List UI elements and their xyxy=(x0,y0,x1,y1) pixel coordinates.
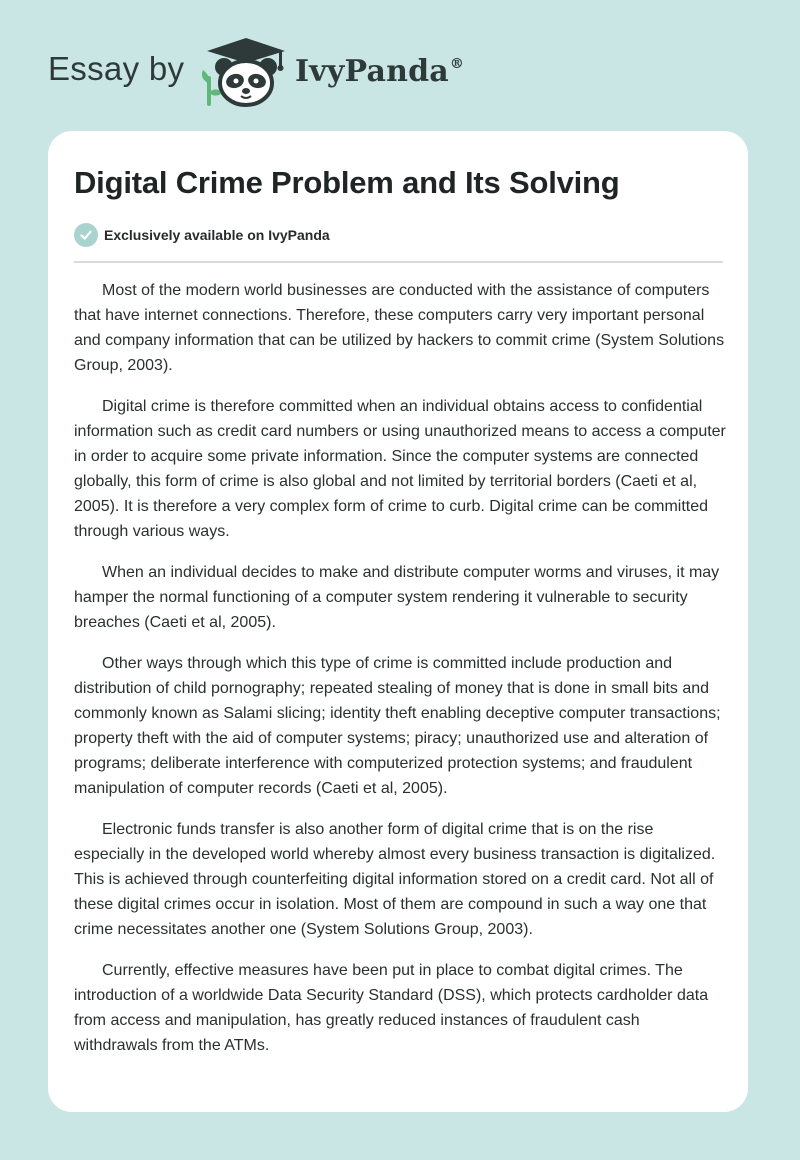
paragraph: Most of the modern world businesses are conducted with the assistance of computers that have internet connections. Therefore, these computers carry very important personal and company information that can be utilized by hackers to commit crime (System Solutions Group, 2003). xyxy=(74,282,725,374)
paragraph: Currently, effective measures have been put in place to combat digital crimes. The introduction of a worldwide Data Security Standard (DSS), which protects cardholder data from access and manipulation, has greatly reduced instances of fraudulent cash withdrawals from the ATMs. xyxy=(74,962,709,1054)
panda-graduate-icon xyxy=(201,36,291,108)
essay-card xyxy=(48,131,748,1112)
paragraph: Electronic funds transfer is also another form of digital crime that is on the rise especially in the developed world whereby almost every business transaction is digitalized. This is achieved through counterfeiting digital information stored on a credit card. Not all of these digital crimes occur in isolation. Most of them are compound in such a way one that crime necessitates another one (System Solutions Group, 2003). xyxy=(74,821,716,938)
registered-mark: ® xyxy=(449,56,465,72)
brand-name: IvyPanda® xyxy=(295,54,465,89)
check-icon xyxy=(74,223,98,247)
paragraph: Digital crime is therefore committed when an individual obtains access to confidential information such as credit card numbers or using unauthorized means to access a computer in order to acquire some private information. Since the computer systems are connected globally, this form of crime is also global and not limited by territorial borders (Caeti et al, 2005). It is therefore a very complex form of crime to curb. Digital crime can be committed through various ways. xyxy=(74,398,726,540)
divider xyxy=(74,261,723,263)
page-title: Digital Crime Problem and Its Solving xyxy=(74,165,620,200)
paragraph: When an individual decides to make and distribute computer worms and viruses, it may hamper the normal functioning of a computer system rendering it vulnerable to security breaches (Caeti et al, 2005). xyxy=(74,564,720,631)
paragraph: Other ways through which this type of crime is committed include production and distribution of child pornography; repeated stealing of money that is done in small bits and commonly known as Salami slicing; identity theft enabling deceptive computer transactions; property theft with the aid of computer systems; piracy; unauthorized use and alteration of programs; deliberate interference with computerized protection systems; and fraudulent manipulation of computer records (Caeti et al, 2005). xyxy=(74,655,721,797)
badge-label: Exclusively available on IvyPanda xyxy=(104,227,330,243)
brand-prefix: Essay by xyxy=(48,50,185,87)
exclusive-badge xyxy=(74,222,330,248)
brand-header[interactable] xyxy=(48,36,508,106)
article-body xyxy=(74,278,726,1074)
